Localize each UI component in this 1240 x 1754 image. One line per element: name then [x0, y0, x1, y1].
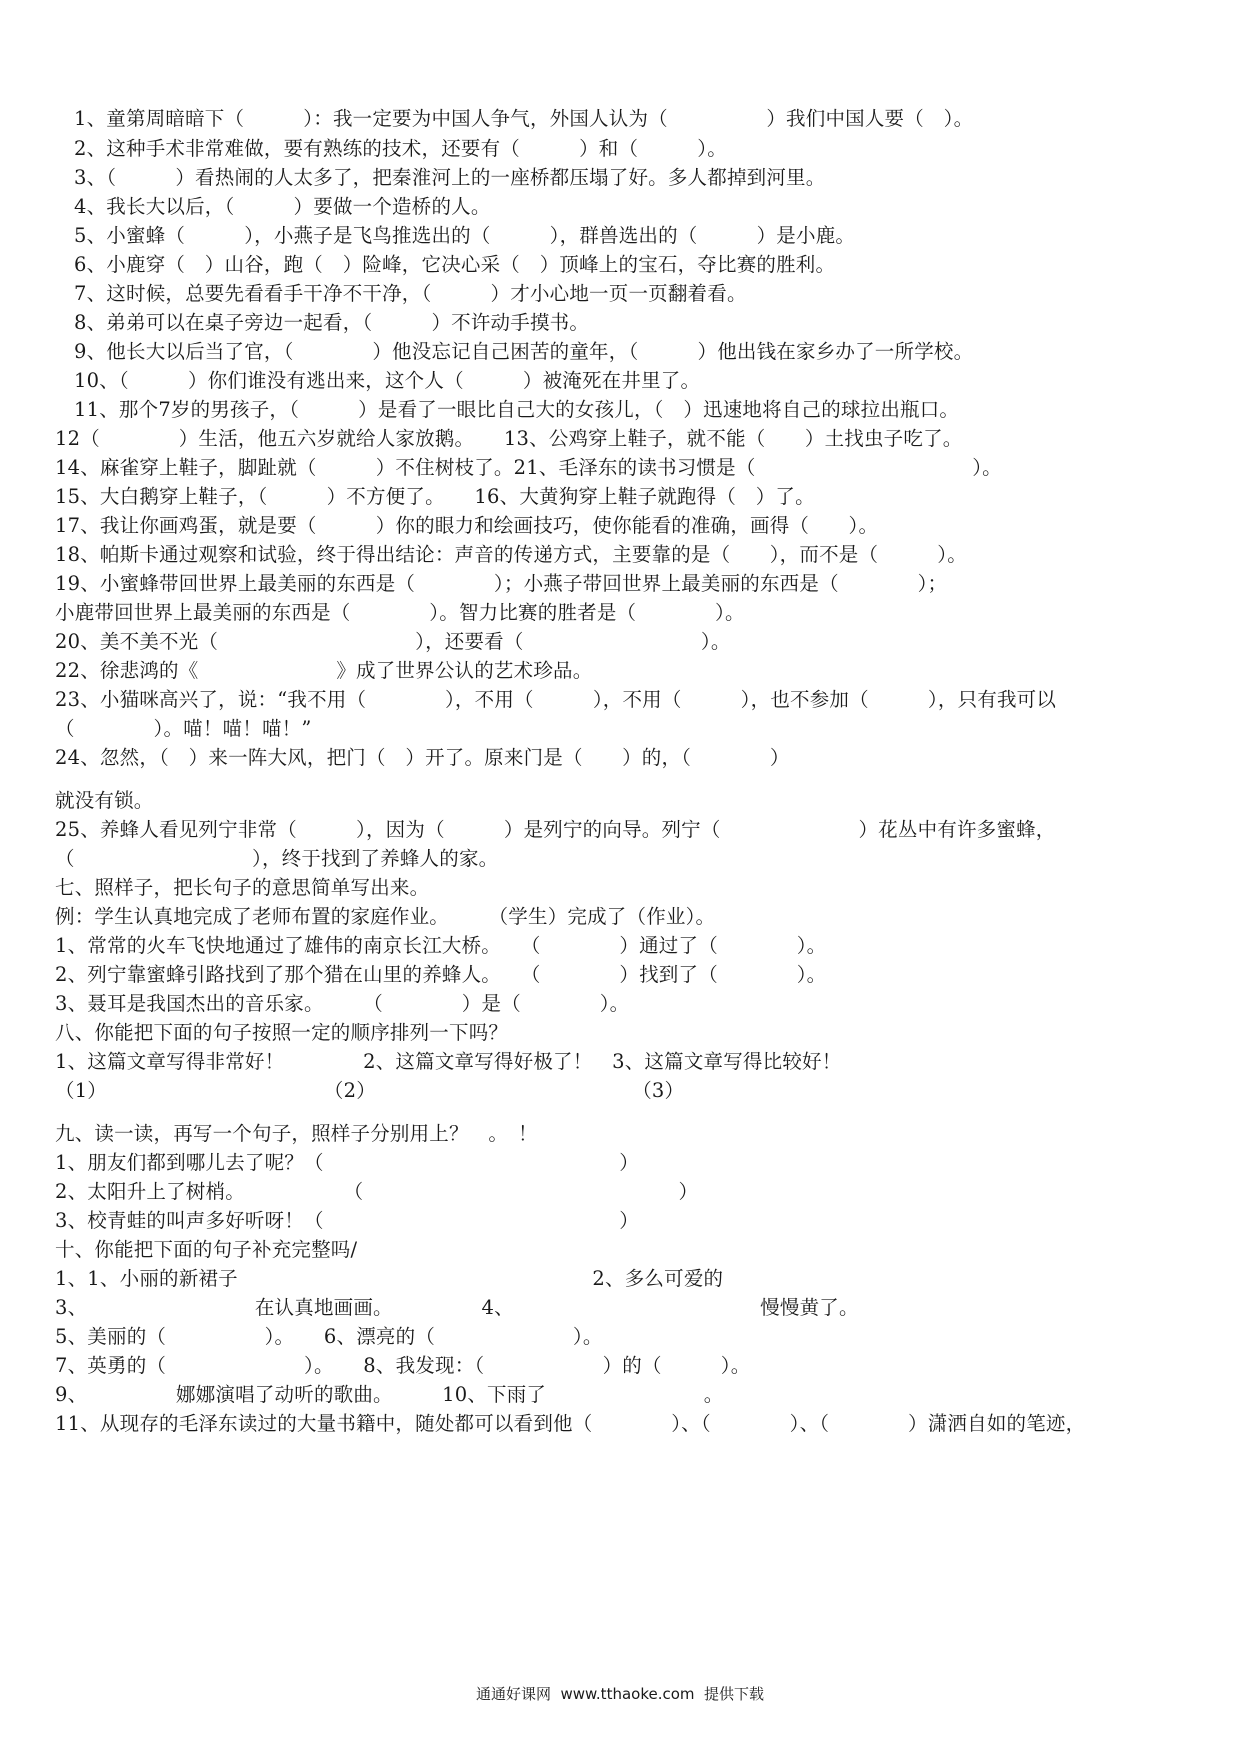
- section-7-example: 例：学生认真地完成了老师布置的家庭作业。 （学生）完成了（作业）。: [55, 905, 716, 928]
- question-7: 7、这时候，总要先看看手干净不干净，（ ）才小心地一页一页翻着看。: [74, 282, 747, 305]
- question-19: 19、小蜜蜂带回世界上最美丽的东西是（ ）；小燕子带回世界上最美丽的东西是（ ）；: [55, 572, 948, 595]
- section-8-heading: 八、你能把下面的句子按照一定的顺序排列一下吗？: [55, 1021, 509, 1044]
- question-3: 3、（ ）看热闹的人太多了，把秦淮河上的一座桥都压塌了好。多人都掉到河里。: [74, 166, 826, 189]
- section-10-item-9-10: 9、 娜娜演唱了动听的歌曲。 10、下雨了 。: [55, 1383, 724, 1406]
- section-7-item-2: 2、列宁靠蜜蜂引路找到了那个猎在山里的养蜂人。 （ ）找到了（ ）。: [55, 963, 827, 986]
- question-14-21: 14、麻雀穿上鞋子，脚趾就（ ）不住树枝了。21、毛泽东的读书习惯是（ ）。: [55, 456, 1002, 479]
- question-24-cont: 就没有锁。: [55, 789, 154, 812]
- question-11: 11、那个7岁的男孩子，（ ）是看了一眼比自己大的女孩儿，（ ）迅速地将自己的球拉出瓶口。: [74, 398, 960, 421]
- question-15-16: 15、大白鹅穿上鞋子，（ ）不方便了。 16、大黄狗穿上鞋子就跑得（ ）了。: [55, 485, 815, 508]
- question-25: 25、养蜂人看见列宁非常（ ），因为（ ）是列宁的向导。列宁（ ）花丛中有许多蜜蜂，: [55, 818, 1056, 841]
- section-10-heading: 十、你能把下面的句子补充完整吗/: [55, 1238, 358, 1261]
- section-10-item-3-4: 3、 在认真地画画。 4、 慢慢黄了。: [55, 1296, 859, 1319]
- section-8-answers: （1） （2） （3）: [55, 1079, 685, 1102]
- question-24: 24、忽然，（ ）来一阵大风，把门（ ）开了。原来门是（ ）的，（ ）: [55, 746, 790, 769]
- section-10-item-5-6: 5、美丽的（ ）。 6、漂亮的（ ）。: [55, 1325, 603, 1348]
- question-12-13: 12（ ）生活，他五六岁就给人家放鹅。 13、公鸡穿上鞋子，就不能（ ）土找虫子吃了。: [55, 427, 963, 450]
- question-18: 18、帕斯卡通过观察和试验，终于得出结论：声音的传递方式，主要靠的是（ ），而不是（ ）。: [55, 543, 967, 566]
- question-9: 9、他长大以后当了官，（ ）他没忘记自己困苦的童年，（ ）他出钱在家乡办了一所学校。: [74, 340, 974, 363]
- section-10-item-7-8: 7、英勇的（ ）。 8、我发现：（ ）的（ ）。: [55, 1354, 751, 1377]
- question-25-cont: （ ），终于找到了养蜂人的家。: [55, 847, 499, 870]
- question-4: 4、我长大以后，（ ）要做一个造桥的人。: [74, 195, 491, 218]
- question-8: 8、弟弟可以在桌子旁边一起看，（ ）不许动手摸书。: [74, 311, 590, 334]
- section-7-heading: 七、照样子，把长句子的意思简单写出来。: [55, 876, 430, 899]
- question-23-cont: （ ）。喵！喵！喵！”: [55, 717, 312, 740]
- question-17: 17、我让你画鸡蛋，就是要（ ）你的眼力和绘画技巧，使你能看的准确，画得（ ）。: [55, 514, 879, 537]
- question-1: 1、童第周暗暗下（ ）：我一定要为中国人争气，外国人认为（ ）我们中国人要（ ）。: [74, 107, 974, 130]
- section-10-item-1-2: 1、1、小丽的新裙子 2、多么可爱的: [55, 1267, 724, 1290]
- section-8-sentences: 1、这篇文章写得非常好！ 2、这篇文章写得好极了！ 3、这篇文章写得比较好！: [55, 1050, 842, 1073]
- question-19-cont: 小鹿带回世界上最美丽的东西是（ ）。智力比赛的胜者是（ ）。: [55, 601, 745, 624]
- question-23: 23、小猫咪高兴了，说：“我不用（ ），不用（ ），不用（ ），也不参加（ ），只有我可以: [55, 688, 1057, 711]
- question-10: 10、（ ）你们谁没有逃出来，这个人（ ）被淹死在井里了。: [74, 369, 701, 392]
- page-footer: 通通好课网 www.tthaoke.com 提供下载: [475, 1685, 765, 1703]
- question-6: 6、小鹿穿（ ）山谷，跑（ ）险峰，它决心采（ ）顶峰上的宝石，夺比赛的胜利。: [74, 253, 836, 276]
- section-7-item-3: 3、聂耳是我国杰出的音乐家。 （ ）是（ ）。: [55, 992, 630, 1015]
- section-9-item-2: 2、太阳升上了树梢。 （ ）: [55, 1180, 699, 1203]
- section-9-item-1: 1、朋友们都到哪儿去了呢？（ ）: [55, 1151, 639, 1174]
- question-20: 20、美不美不光（ ），还要看（ ）。: [55, 630, 731, 653]
- question-2: 2、这种手术非常难做，要有熟练的技术，还要有（ ）和（ ）。: [74, 137, 727, 160]
- section-7-item-1: 1、常常的火车飞快地通过了雄伟的南京长江大桥。 （ ）通过了（ ）。: [55, 934, 827, 957]
- section-9-item-3: 3、校青蛙的叫声多好听呀！（ ）: [55, 1209, 639, 1232]
- question-22: 22、徐悲鸿的《 》成了世界公认的艺术珍品。: [55, 659, 593, 682]
- section-9-heading: 九、读一读，再写一个句子，照样子分别用上？ 。 ！: [55, 1122, 538, 1145]
- question-5: 5、小蜜蜂（ ），小燕子是飞鸟推选出的（ ），群兽选出的（ ）是小鹿。: [74, 224, 856, 247]
- section-10-item-11: 11、从现存的毛泽东读过的大量书籍中，随处都可以看到他（ ）、（ ）、（ ）潇洒自如的笔迹，: [55, 1412, 1086, 1435]
